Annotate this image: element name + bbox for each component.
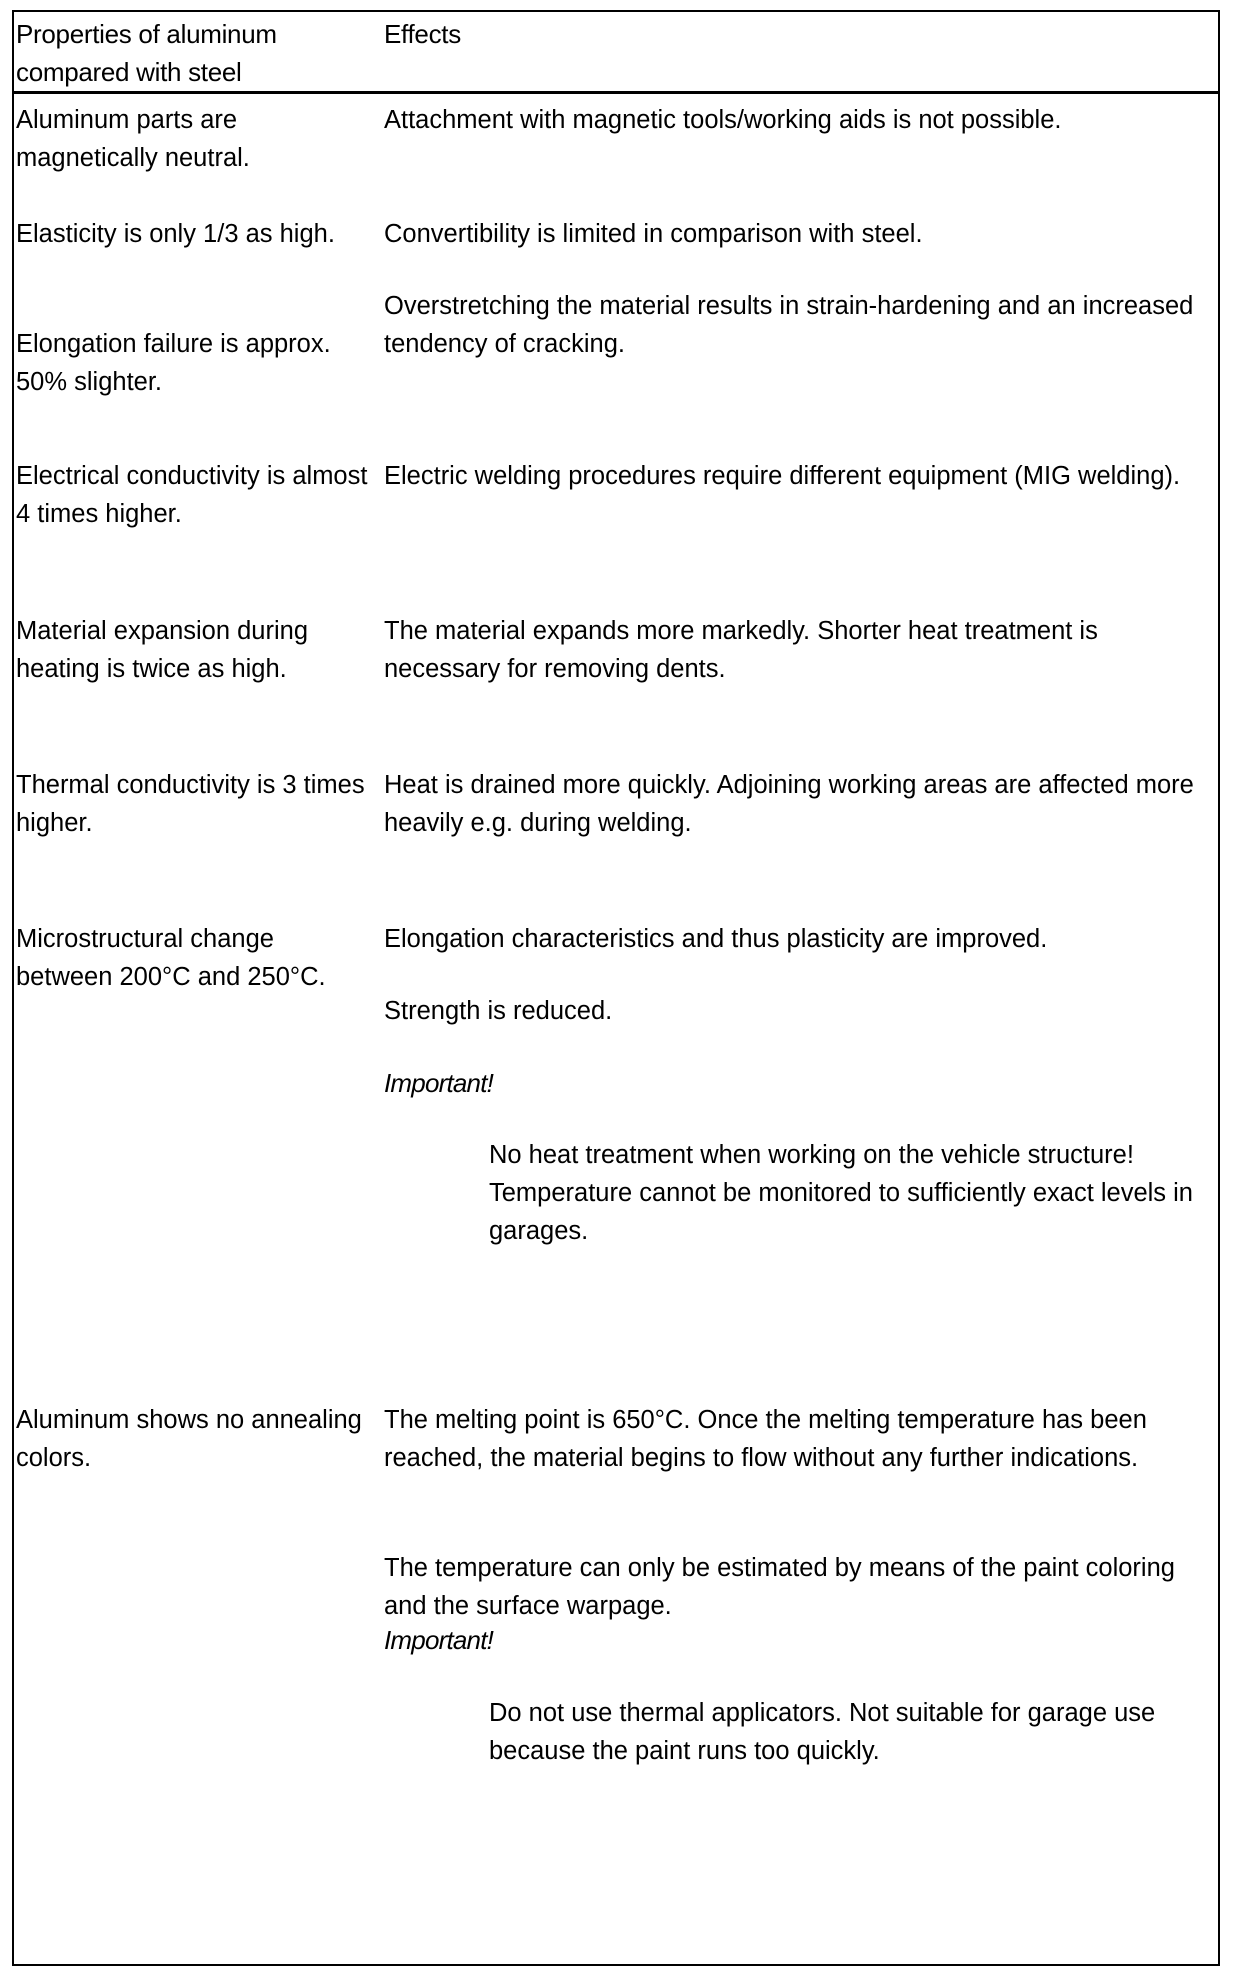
effect-thermal: Heat is drained more quickly. Adjoining working areas are affected more heavily e.g. during welding.: [384, 771, 1194, 837]
effect-elasticity: Convertibility is limited in comparison with steel.: [384, 220, 923, 248]
property-expansion: Material expansion during heating is twice as high.: [16, 617, 309, 683]
effect-elongation: Overstretching the material results in strain-hardening and an increased tendency of cracking.: [384, 292, 1194, 358]
effect-magnetic: Attachment with magnetic tools/working aids is not possible.: [384, 106, 1062, 134]
important-note: Do not use thermal applicators. Not suitable for garage use because the paint runs too quickly.: [489, 1699, 1156, 1765]
property-electrical: Electrical conductivity is almost 4 times higher.: [16, 462, 368, 528]
header-effects: Effects: [384, 19, 461, 49]
header-properties: Properties of aluminum compared with steel: [16, 19, 277, 87]
property-elasticity: Elasticity is only 1/3 as high.: [16, 220, 335, 248]
effect-annealing-melting: The melting point is 650°C. Once the melting temperature has been reached, the material begins to flow without any further indications.: [384, 1406, 1147, 1472]
property-annealing: Aluminum shows no annealing colors.: [16, 1406, 362, 1472]
effect-microstructure-strength: Strength is reduced.: [384, 997, 613, 1025]
properties-table: [12, 10, 1220, 1966]
property-thermal: Thermal conductivity is 3 times higher.: [16, 771, 365, 837]
property-magnetic: Aluminum parts are magnetically neutral.: [16, 106, 250, 172]
important-label: Important!: [384, 1625, 494, 1655]
effect-electrical: Electric welding procedures require different equipment (MIG welding).: [384, 462, 1181, 490]
property-microstructure: Microstructural change between 200°C and 250°C.: [16, 925, 326, 991]
effect-expansion: The material expands more markedly. Shorter heat treatment is necessary for removing dents.: [384, 617, 1098, 683]
effect-microstructure-plasticity: Elongation characteristics and thus plasticity are improved.: [384, 925, 1048, 953]
effect-annealing-estimate: The temperature can only be estimated by means of the paint coloring and the surface warpage.: [384, 1554, 1175, 1620]
important-note: No heat treatment when working on the vehicle structure! Temperature cannot be monitored to sufficiently exact levels in garages.: [489, 1141, 1193, 1245]
property-elongation: Elongation failure is approx. 50% slighter.: [16, 330, 331, 396]
table-header-row: [14, 12, 1218, 94]
important-label: Important!: [384, 1068, 494, 1098]
